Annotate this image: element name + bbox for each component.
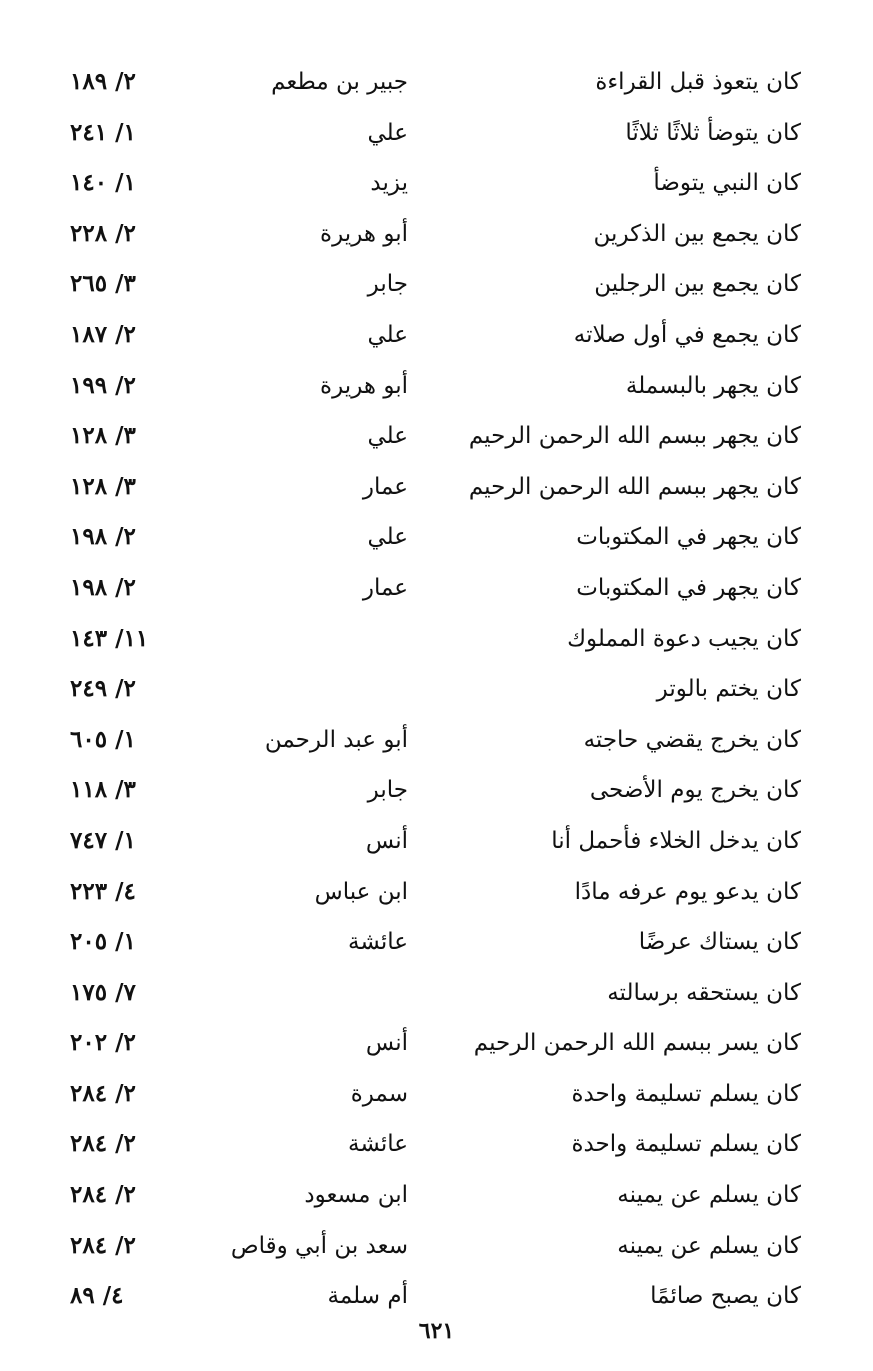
hadith-text: كان يدخل الخلاء فأحمل أنا	[551, 827, 801, 854]
volume-page-ref: ٢/ ١٨٧	[70, 320, 136, 348]
volume-page-ref: ٢/ ٢٨٤	[70, 1130, 136, 1158]
volume-page-ref: ٢/ ١٨٩	[70, 68, 136, 95]
index-row	[0, 665, 873, 716]
volume-page-ref: ١/ ٢٤١	[70, 118, 136, 146]
index-row	[0, 1019, 873, 1070]
volume-page-ref: ٢/ ١٩٨	[70, 523, 136, 551]
index-row	[0, 463, 873, 514]
index-row	[0, 412, 873, 463]
hadith-text: كان يجهر ببسم الله الرحمن الرحيم	[468, 473, 801, 500]
narrator-name: أنس	[365, 827, 408, 854]
volume-page-ref: ١/ ٧٤٧	[70, 826, 136, 854]
index-row	[0, 615, 873, 666]
narrator-name: علي	[367, 321, 408, 348]
index-row	[0, 109, 873, 160]
hadith-text: كان يخرج يوم الأضحى	[589, 777, 801, 804]
narrator-name: علي	[367, 423, 408, 450]
index-row	[0, 1171, 873, 1222]
index-row	[0, 210, 873, 261]
narrator-name: ابن عباس	[314, 878, 408, 905]
index-row	[0, 1272, 873, 1323]
index-row	[0, 311, 873, 362]
index-row	[0, 1222, 873, 1273]
index-row	[0, 513, 873, 564]
index-row	[0, 58, 873, 109]
hadith-text: كان يجمع بين الرجلين	[594, 271, 801, 298]
hadith-text: كان يجهر ببسم الله الرحمن الرحيم	[468, 423, 801, 450]
narrator-name: أم سلمة	[327, 1283, 408, 1310]
volume-page-ref: ١١/ ١٤٣	[70, 624, 149, 652]
volume-page-ref: ٤/ ٢٢٣	[70, 877, 136, 905]
index-row	[0, 564, 873, 615]
index-row	[0, 969, 873, 1020]
narrator-name: عمار	[362, 473, 408, 500]
narrator-name: أبو عبد الرحمن	[264, 726, 408, 753]
hadith-text: كان يجمع بين الذكرين	[593, 220, 801, 247]
volume-page-ref: ٢/ ٢٠٢	[70, 1029, 136, 1057]
volume-page-ref: ٢/ ٢٨٤	[70, 1079, 136, 1107]
hadith-text: كان يسلم عن يمينه	[617, 1182, 801, 1209]
volume-page-ref: ٤/ ٨٩	[70, 1282, 124, 1310]
volume-page-ref: ٢/ ٢٨٤	[70, 1231, 136, 1259]
index-row	[0, 362, 873, 413]
index-list	[0, 58, 873, 1323]
hadith-text: كان يسلم تسليمة واحدة	[571, 1131, 801, 1158]
index-row	[0, 817, 873, 868]
volume-page-ref: ٢/ ٢٤٩	[70, 675, 136, 703]
volume-page-ref: ٣/ ١٢٨	[70, 472, 136, 500]
hadith-text: كان يجيب دعوة المملوك	[567, 625, 801, 652]
volume-page-ref: ١/ ٢٠٥	[70, 928, 136, 956]
hadith-text: كان يخرج يقضي حاجته	[583, 726, 801, 753]
narrator-name: جابر	[367, 777, 408, 804]
narrator-name: سمرة	[350, 1080, 408, 1107]
hadith-text: كان يجهر في المكتوبات	[576, 524, 801, 551]
index-row	[0, 766, 873, 817]
index-row	[0, 1070, 873, 1121]
volume-page-ref: ٢/ ١٩٨	[70, 573, 136, 601]
volume-page-ref: ٣/ ٢٦٥	[70, 270, 136, 298]
hadith-text: كان يستاك عرضًا	[638, 929, 801, 956]
hadith-text: كان يسر ببسم الله الرحمن الرحيم	[473, 1030, 801, 1057]
index-row	[0, 260, 873, 311]
narrator-name: ابن مسعود	[304, 1182, 408, 1209]
hadith-text: كان يسلم تسليمة واحدة	[571, 1080, 801, 1107]
index-row	[0, 716, 873, 767]
index-row	[0, 868, 873, 919]
index-row	[0, 918, 873, 969]
hadith-text: كان يجهر في المكتوبات	[576, 574, 801, 601]
hadith-text: كان يختم بالوتر	[656, 676, 801, 703]
volume-page-ref: ٢/ ٢٨٤	[70, 1181, 136, 1209]
narrator-name: سعد بن أبي وقاص	[230, 1232, 408, 1259]
narrator-name: عائشة	[348, 1131, 408, 1158]
hadith-text: كان يسلم عن يمينه	[617, 1232, 801, 1259]
hadith-text: كان يجهر بالبسملة	[625, 372, 801, 399]
narrator-name: علي	[367, 524, 408, 551]
hadith-text: كان يصبح صائمًا	[650, 1283, 801, 1310]
volume-page-ref: ٧/ ١٧٥	[70, 978, 136, 1006]
narrator-name: عمار	[362, 574, 408, 601]
volume-page-ref: ٣/ ١٢٨	[70, 422, 136, 450]
narrator-name: عائشة	[348, 929, 408, 956]
volume-page-ref: ١/ ٦٠٥	[70, 725, 136, 753]
narrator-name: جابر	[367, 271, 408, 298]
hadith-text: كان يتوضأ ثلاثًا ثلاثًا	[625, 119, 801, 146]
hadith-text: كان يستحقه برسالته	[607, 979, 801, 1006]
volume-page-ref: ٢/ ٢٢٨	[70, 219, 136, 247]
page-number: ٦٢١	[418, 1318, 455, 1344]
index-row	[0, 1120, 873, 1171]
volume-page-ref: ١/ ١٤٠	[70, 169, 136, 197]
narrator-name: علي	[367, 119, 408, 146]
hadith-text: كان يجمع في أول صلاته	[573, 321, 801, 348]
hadith-text: كان يتعوذ قبل القراءة	[595, 69, 801, 95]
volume-page-ref: ٣/ ١١٨	[70, 776, 136, 804]
hadith-text: كان النبي يتوضأ	[653, 170, 801, 197]
hadith-text: كان يدعو يوم عرفه مادًا	[574, 878, 801, 905]
narrator-name: يزيد	[370, 170, 408, 197]
index-row	[0, 159, 873, 210]
volume-page-ref: ٢/ ١٩٩	[70, 371, 136, 399]
narrator-name: جبير بن مطعم	[271, 69, 408, 95]
narrator-name: أنس	[365, 1030, 408, 1057]
narrator-name: أبو هريرة	[320, 372, 408, 399]
narrator-name: أبو هريرة	[320, 220, 408, 247]
